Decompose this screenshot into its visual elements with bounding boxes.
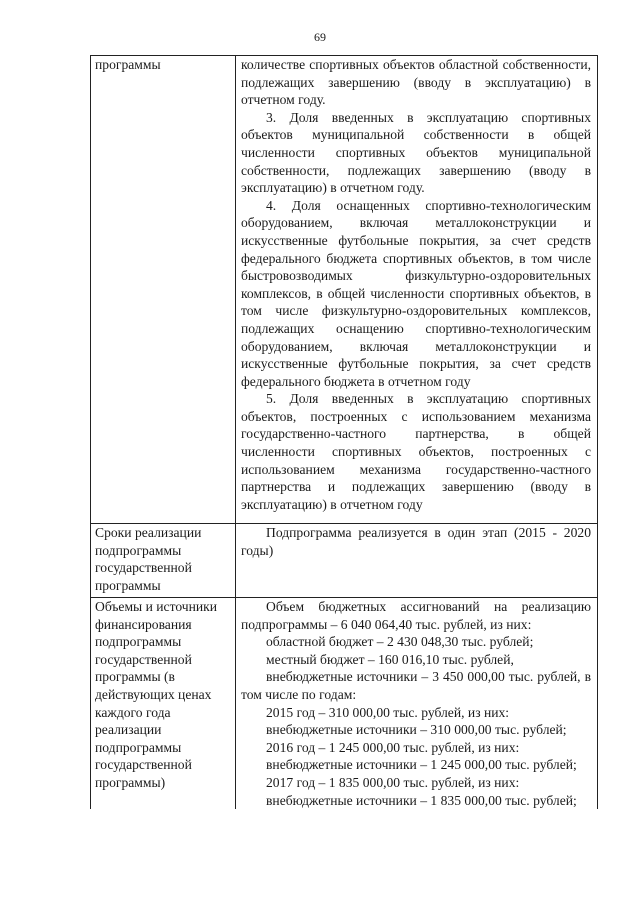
row-content (236, 524, 598, 598)
paragraph: внебюджетные источники – 1 835 000,00 тыс. рублей; (266, 792, 577, 808)
row-label: программы (91, 56, 236, 524)
paragraph: 2015 год – 310 000,00 тыс. рублей, из них: (266, 704, 510, 720)
paragraph: местный бюджет – 160 016,10 тыс. рублей, (266, 651, 514, 667)
row-content (236, 598, 598, 810)
paragraph: внебюджетные источники – 310 000,00 тыс. рублей; (266, 722, 567, 738)
paragraph: количестве спортивных объектов областной собственности, подлежащих завершению (вводу в эксплуатацию) в отчетном году. (241, 57, 591, 108)
row-label: Сроки реализации подпрограммы государственной программы (91, 524, 236, 598)
paragraph: Подпрограмма реализуется в один этап (2015 - 2020 годы) (241, 525, 591, 558)
page-number: 69 (314, 30, 326, 44)
paragraph: 5. Доля введенных в эксплуатацию спортивных объектов, построенных с использованием механизма государственно-частного партнерства, в общей численности спортивных объектов, построенных с использованием механизма государственно-частного партнерства и подлежащих завершению (вводу в эксплуатацию) в отчетном году (241, 391, 591, 512)
passport-table (90, 55, 598, 809)
paragraph: внебюджетные источники – 3 450 000,00 тыс. рублей, в том числе по годам: (241, 669, 591, 702)
paragraph: областной бюджет – 2 430 048,30 тыс. рублей; (266, 634, 534, 650)
table-row (91, 56, 598, 524)
paragraph: внебюджетные источники – 1 245 000,00 тыс. рублей; (266, 757, 577, 773)
table-row (91, 524, 598, 598)
paragraph: 2016 год – 1 245 000,00 тыс. рублей, из них: (266, 739, 520, 755)
paragraph: Объем бюджетных ассигнований на реализацию подпрограммы – 6 040 064,40 тыс. рублей, из них: (241, 599, 591, 632)
paragraph: 3. Доля введенных в эксплуатацию спортивных объектов муниципальной собственности в общей численности спортивных объектов муниципальной собственности, подлежащих завершению (вводу в эксплуатацию) в отчетном году. (241, 109, 591, 196)
table-row (91, 598, 598, 810)
row-label: Объемы и источники финансирования подпрограммы государственной программы (в действующих ценах каждого года реализации подпрограммы государственной программы) (91, 598, 236, 810)
row-content (236, 56, 598, 524)
paragraph: 4. Доля оснащенных спортивно-технологическим оборудованием, включая металлоконструкции и искусственные футбольные покрытия, за счет средств федерального бюджета спортивных объектов, в том числе быстровозводимых физкультурно-оздоровительных комплексов, в общей численности спортивных объектов, в том числе физкультурно-оздоровительных комплексов, подлежащих оснащению спортивно-технологическим оборудованием, включая металлоконструкции и искусственные футбольные покрытия, за счет средств федерального бюджета в отчетном году (241, 197, 591, 389)
paragraph: 2017 год – 1 835 000,00 тыс. рублей, из них: (266, 774, 520, 790)
